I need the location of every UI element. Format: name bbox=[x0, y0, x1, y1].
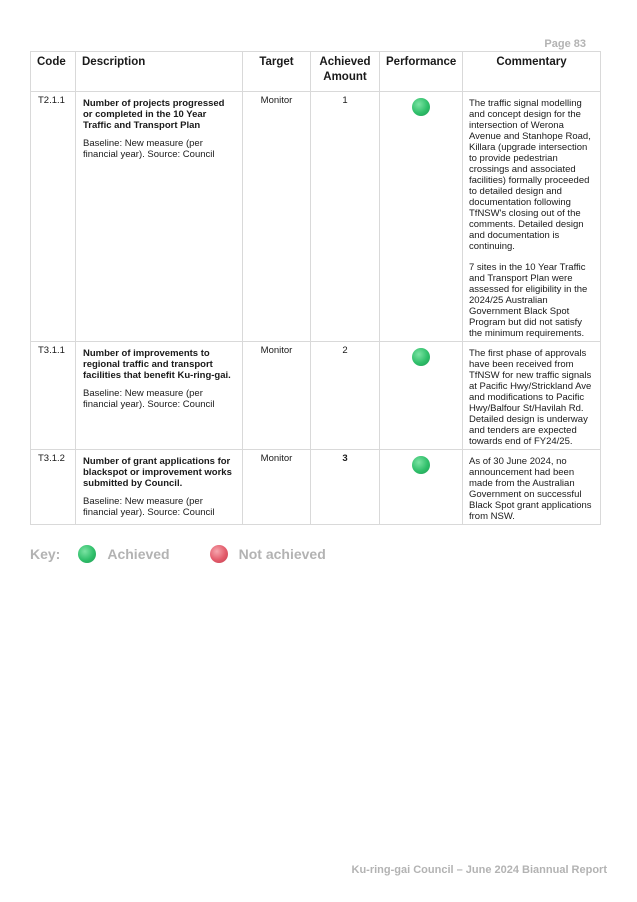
row-commentary bbox=[463, 342, 601, 450]
legend-key bbox=[30, 544, 326, 564]
achieved-status-icon bbox=[412, 348, 430, 366]
row-description bbox=[76, 342, 243, 450]
measure-baseline: Baseline: New measure (per financial year). Source: Council bbox=[83, 138, 215, 160]
row-performance bbox=[380, 92, 463, 342]
achieved-key-icon bbox=[78, 545, 96, 563]
key-achieved-label: Achieved bbox=[107, 546, 170, 562]
row-target: Monitor bbox=[243, 92, 311, 342]
commentary-paragraph: As of 30 June 2024, no announcement had been made from the Australian Government on successful Black Spot grant applications from NSW. bbox=[469, 456, 592, 522]
measure-baseline: Baseline: New measure (per financial year). Source: Council bbox=[83, 496, 215, 518]
measure-baseline: Baseline: New measure (per financial year). Source: Council bbox=[83, 388, 215, 410]
report-footer: Ku-ring-gai Council – June 2024 Biannual Report bbox=[351, 864, 607, 876]
page-number: Page 83 bbox=[544, 38, 586, 50]
performance-table bbox=[30, 51, 601, 525]
row-code: T3.1.1 bbox=[31, 342, 76, 450]
row-description bbox=[76, 92, 243, 342]
table-row bbox=[31, 342, 601, 450]
row-target: Monitor bbox=[243, 450, 311, 525]
commentary-paragraph: The traffic signal modelling and concept design for the intersection of Werona Avenue and Stanhope Road, Killara (upgrade intersection to provide pedestrian crossings and associated facilities) formally proceeded to detailed design and documentation following TfNSW's closing out of the comments. Detailed design and documentation is continuing. bbox=[469, 98, 591, 252]
commentary-paragraph: The first phase of approvals have been received from TfNSW for new traffic signals at Pacific Hwy/Strickland Ave and modifications to Pacific Hwy/Balfour St/Havilah Rd. Detailed design is underway and tenders are expected towards end of FY24/25. bbox=[469, 348, 592, 447]
not-achieved-key-icon bbox=[210, 545, 228, 563]
table-row bbox=[31, 92, 601, 342]
row-description bbox=[76, 450, 243, 525]
achieved-status-icon bbox=[412, 98, 430, 116]
header-commentary: Commentary bbox=[463, 52, 601, 92]
key-label: Key: bbox=[30, 546, 61, 562]
header-target: Target bbox=[243, 52, 311, 92]
table-header-row bbox=[31, 52, 601, 92]
row-commentary bbox=[463, 450, 601, 525]
commentary-paragraph: 7 sites in the 10 Year Traffic and Transport Plan were assessed for eligibility in the 2024/25 Australian Government Black Spot Program but did not satisfy the minimum requirements. bbox=[469, 262, 588, 339]
header-performance: Performance bbox=[380, 52, 463, 92]
header-achieved-amount: Achieved Amount bbox=[311, 52, 380, 92]
row-performance bbox=[380, 450, 463, 525]
row-achieved-amount: 2 bbox=[311, 342, 380, 450]
row-code: T3.1.2 bbox=[31, 450, 76, 525]
measure-title: Number of projects progressed or completed in the 10 Year Traffic and Transport Plan bbox=[83, 98, 225, 131]
row-target: Monitor bbox=[243, 342, 311, 450]
achieved-status-icon bbox=[412, 456, 430, 474]
header-description: Description bbox=[76, 52, 243, 92]
key-not-achieved-label: Not achieved bbox=[238, 546, 326, 562]
row-performance bbox=[380, 342, 463, 450]
row-commentary bbox=[463, 92, 601, 342]
row-achieved-amount: 3 bbox=[311, 450, 380, 525]
measure-title: Number of grant applications for blackspot or improvement works submitted by Council. bbox=[83, 456, 232, 489]
row-code: T2.1.1 bbox=[31, 92, 76, 342]
table-row bbox=[31, 450, 601, 525]
row-achieved-amount: 1 bbox=[311, 92, 380, 342]
measure-title: Number of improvements to regional traffic and transport facilities that benefit Ku-ring-gai. bbox=[83, 348, 231, 381]
header-code: Code bbox=[31, 52, 76, 92]
